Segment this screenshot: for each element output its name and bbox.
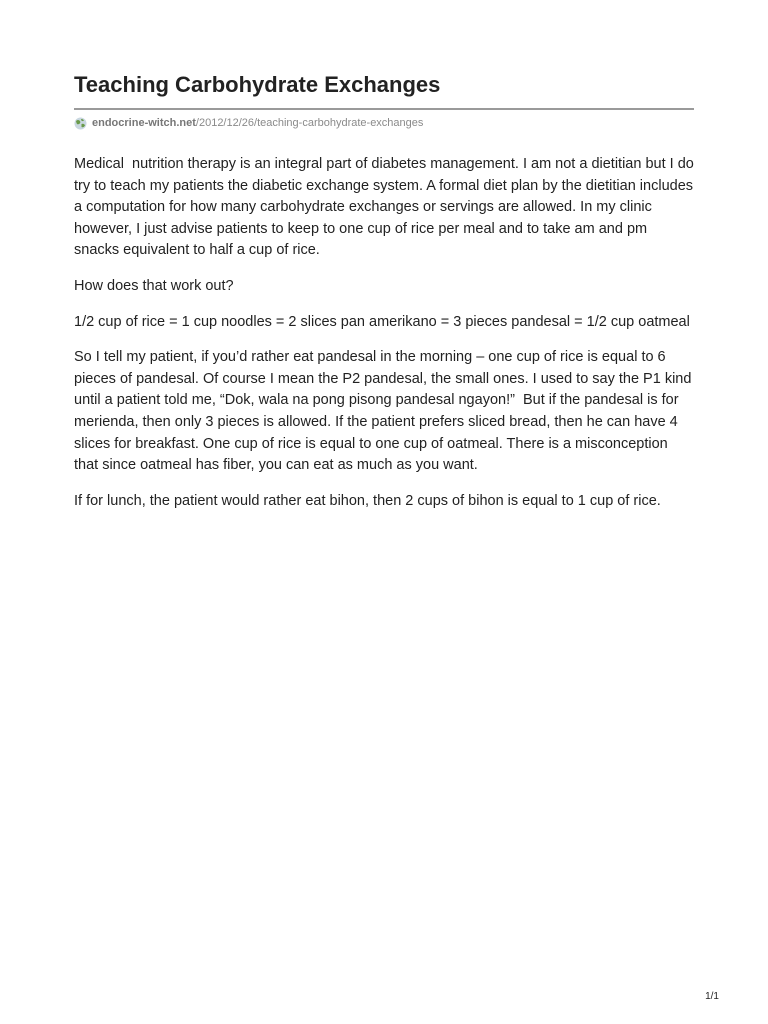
page-number: 1/1: [705, 991, 719, 1002]
page-title: Teaching Carbohydrate Exchanges: [74, 72, 441, 97]
paragraph-equivalents: 1/2 cup of rice = 1 cup noodles = 2 slices pan amerikano = 3 pieces pandesal = 1/2 cup oatmeal: [74, 313, 690, 330]
source-path: /2012/12/26/teaching-carbohydrate-exchanges: [195, 117, 424, 129]
source-link[interactable]: [92, 116, 423, 130]
article-body: [74, 154, 698, 512]
globe-icon: [74, 117, 87, 130]
paragraph-bihon: If for lunch, the patient would rather eat bihon, then 2 cups of bihon is equal to 1 cup of rice.: [74, 492, 661, 509]
paragraph-question: How does that work out?: [74, 277, 234, 294]
paragraph-pandesal: So I tell my patient, if you’d rather eat pandesal in the morning – one cup of rice is equal to 6 pieces of pandesal. Of course I mean the P2 pandesal, the small ones. I used to say the P1 kind until a patient told me, “Dok, wala na pong pisong pandesal ngayon!” But if the pandesal is for merienda, then only 3 pieces is allowed. If the patient prefers sliced bread, then he can have 4 slices for breakfast. One cup of rice is equal to one cup of oatmeal. There is a misconception that since oatmeal has fiber, you can eat as much as you want.: [74, 349, 696, 474]
source-line: [74, 116, 694, 130]
title-divider: [74, 108, 694, 110]
article: [74, 70, 698, 526]
paragraph-intro: Medical nutrition therapy is an integral part of diabetes management. I am not a dietitian but I do try to teach my patients the diabetic exchange system. A formal diet plan by the dietitian includes a computation for how many carbohydrate exchanges or servings are allowed. In my clinic however, I just advise patients to keep to one cup of rice per meal and to take am and pm snacks equivalent to half a cup of rice.: [74, 156, 698, 259]
source-domain: endocrine-witch.net: [92, 117, 196, 129]
